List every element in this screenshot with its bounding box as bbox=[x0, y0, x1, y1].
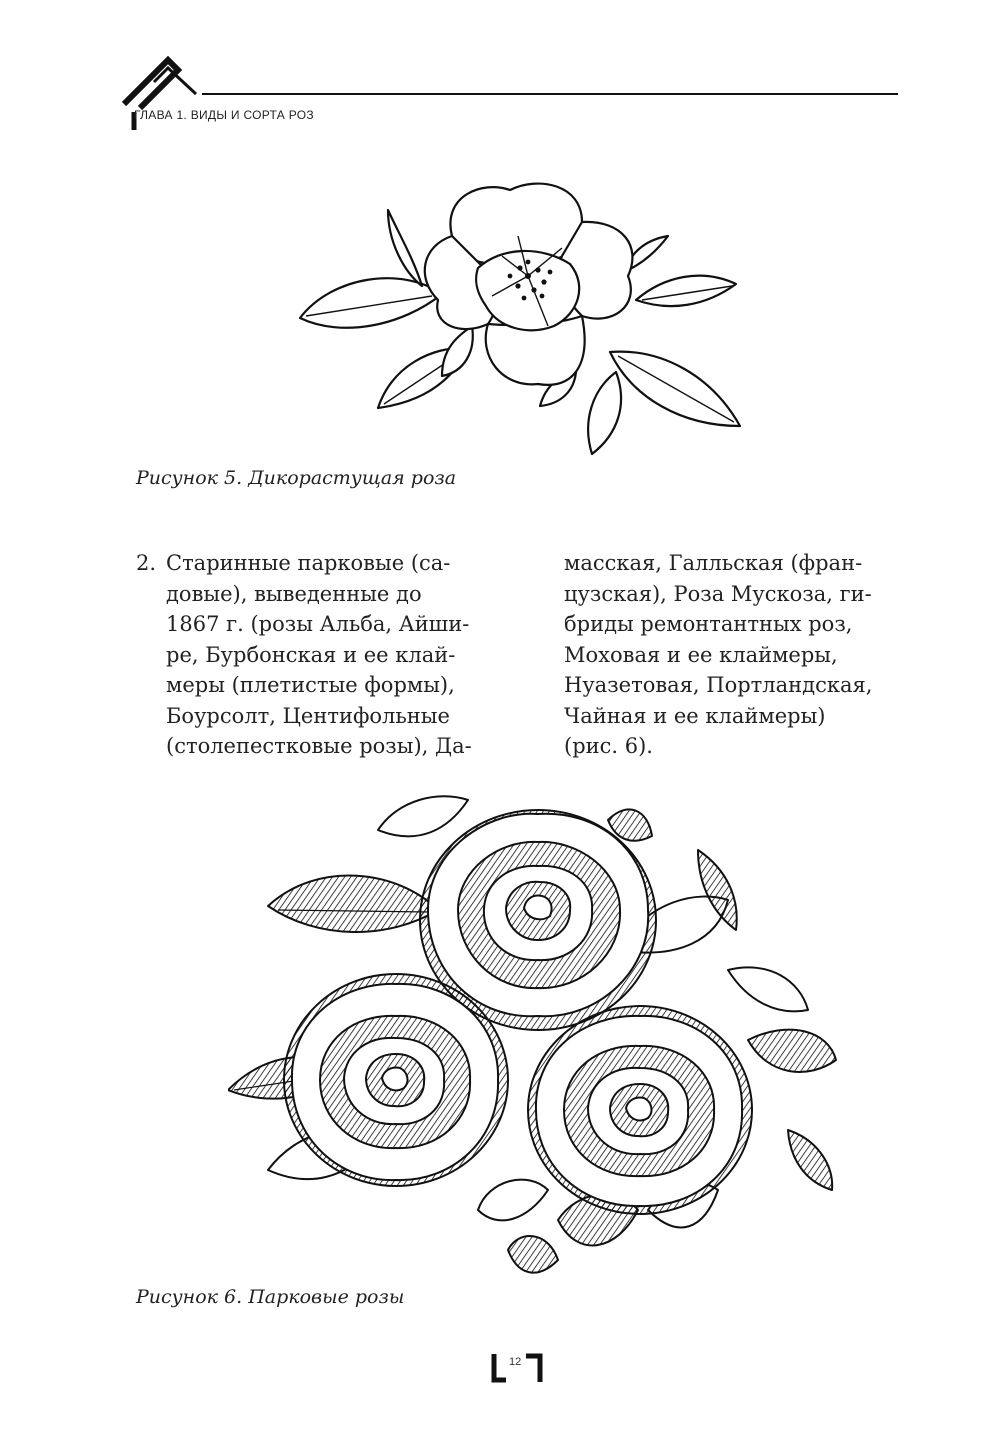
text-line: ре, Бурбонская и ее клай- bbox=[166, 642, 456, 667]
chapter-title: ГЛАВА 1. ВИДЫ И СОРТА РОЗ bbox=[134, 108, 314, 122]
page-number: 12 bbox=[509, 1356, 522, 1368]
text-line: (рис. 6). bbox=[564, 734, 653, 758]
page-number-box bbox=[486, 1352, 546, 1384]
list-number: 2. bbox=[136, 551, 157, 575]
text-line: меры (плетистые формы), bbox=[166, 673, 455, 697]
text-line: Моховая и ее клаймеры, bbox=[564, 642, 838, 667]
text-column-2 bbox=[564, 548, 904, 762]
figure-5-caption: Рисунок 5. Дикорастущая роза bbox=[136, 467, 457, 489]
text-line: Старинные парковые (са- bbox=[166, 551, 451, 575]
list-item-2 bbox=[136, 548, 896, 768]
wild-rose-illustration bbox=[292, 176, 744, 458]
text-line: 1867 г. (розы Альба, Айши- bbox=[166, 612, 470, 636]
park-roses-illustration bbox=[228, 790, 838, 1290]
house-logo-icon bbox=[118, 52, 898, 142]
running-header bbox=[118, 52, 898, 142]
text-column-1 bbox=[166, 548, 526, 762]
text-line: масская, Галльская (фран- bbox=[564, 551, 863, 575]
text-line: довые), выведенные до bbox=[166, 581, 422, 606]
text-line: Чайная и ее клаймеры) bbox=[564, 703, 826, 728]
text-line: Боурсолт, Центифольные bbox=[166, 703, 450, 728]
text-line: цузская), Роза Мускоза, ги- bbox=[564, 581, 872, 606]
figure-6-caption: Рисунок 6. Парковые розы bbox=[136, 1286, 405, 1308]
text-line: бриды ремонтантных роз, bbox=[564, 612, 853, 636]
text-line: (столепестковые розы), Да- bbox=[166, 734, 472, 758]
text-line: Нуазетовая, Портландская, bbox=[564, 673, 873, 697]
